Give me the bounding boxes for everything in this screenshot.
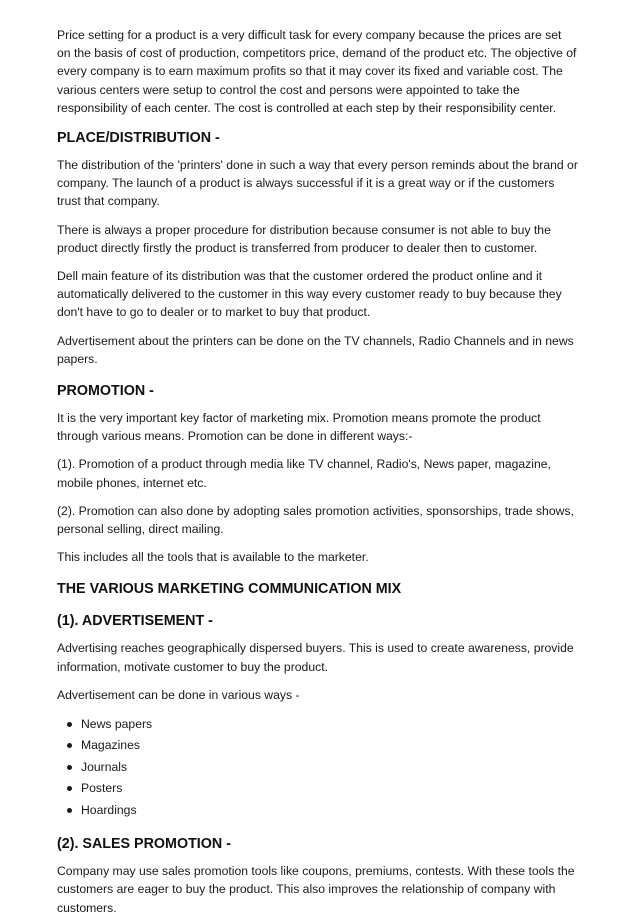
promotion-paragraph-2: (1). Promotion of a product through media like TV channel, Radio's, News paper, magazine, mobile phones, internet etc. — [57, 457, 551, 490]
bullet-icon — [67, 786, 72, 791]
list-item — [81, 778, 578, 799]
place-distribution-heading: PLACE/DISTRIBUTION - — [57, 130, 220, 147]
sales-promotion-heading: (2). SALES PROMOTION - — [57, 836, 231, 853]
list-item-label: Magazines — [81, 738, 140, 753]
list-item-label: Posters — [81, 781, 123, 796]
promotion-paragraph-3: (2). Promotion can also done by adopting sales promotion activities, sponsorships, trade shows, personal selling, direct mailing. — [57, 503, 574, 537]
sales-promotion-paragraph: Company may use sales promotion tools like coupons, premiums, contests. With these tools the customers are eager to buy the product. This also improves the relationship of company with customers. — [57, 864, 575, 915]
promotion-heading: PROMOTION - — [57, 383, 154, 400]
communication-mix-heading: THE VARIOUS MARKETING COMMUNICATION MIX — [57, 581, 402, 598]
list-item-label: Journals — [81, 759, 128, 774]
place-paragraph-1: The distribution of the 'printers' done in such a way that every person reminds about the brand or company. The launch of a product is always successful if it is a great way or if the customers trust that company. — [57, 158, 578, 209]
list-item-label: Hoardings — [81, 802, 137, 817]
advertisement-ways-list — [57, 714, 578, 821]
bullet-icon — [67, 808, 72, 813]
bullet-icon — [67, 722, 72, 727]
list-item-label: News papers — [81, 717, 153, 732]
advertisement-heading: (1). ADVERTISEMENT - — [57, 613, 213, 630]
promotion-paragraph-4: This includes all the tools that is available to the marketer. — [57, 550, 369, 565]
place-paragraph-3: Dell main feature of its distribution was that the customer ordered the product online and it automatically delivered to the customer in this way every customer ready to buy because they don't have to go to dealer or to market to buy that product. — [57, 269, 562, 320]
list-item — [81, 757, 578, 778]
place-paragraph-4: Advertisement about the printers can be done on the TV channels, Radio Channels and in news papers. — [57, 333, 574, 366]
place-paragraph-2: There is always a proper procedure for distribution because consumer is not able to buy the product directly firstly the product is transferred from producer to dealer then to customer. — [57, 222, 551, 255]
list-item — [81, 735, 578, 756]
intro-paragraph: Price setting for a product is a very difficult task for every company because the prices are set on the basis of cost of production, competitors price, demand of the product etc. The objective of every company is to earn maximum profits so that it may cover its fixed and variable cost. The various centers were setup to control the cost and persons were appointed to take the responsibility of each center. The cost is controlled at each step by their responsibility center. — [57, 28, 577, 115]
advertisement-paragraph-2: Advertisement can be done in various ways - — [57, 687, 300, 702]
promotion-paragraph-1: It is the very important key factor of marketing mix. Promotion means promote the product through various means. Promotion can be done in different ways:- — [57, 411, 541, 444]
list-item — [81, 714, 578, 735]
bullet-icon — [67, 765, 72, 770]
bullet-icon — [67, 743, 72, 748]
list-item — [81, 800, 578, 821]
advertisement-paragraph-1: Advertising reaches geographically dispersed buyers. This is used to create awareness, provide information, motivate customer to buy the product. — [57, 641, 574, 674]
